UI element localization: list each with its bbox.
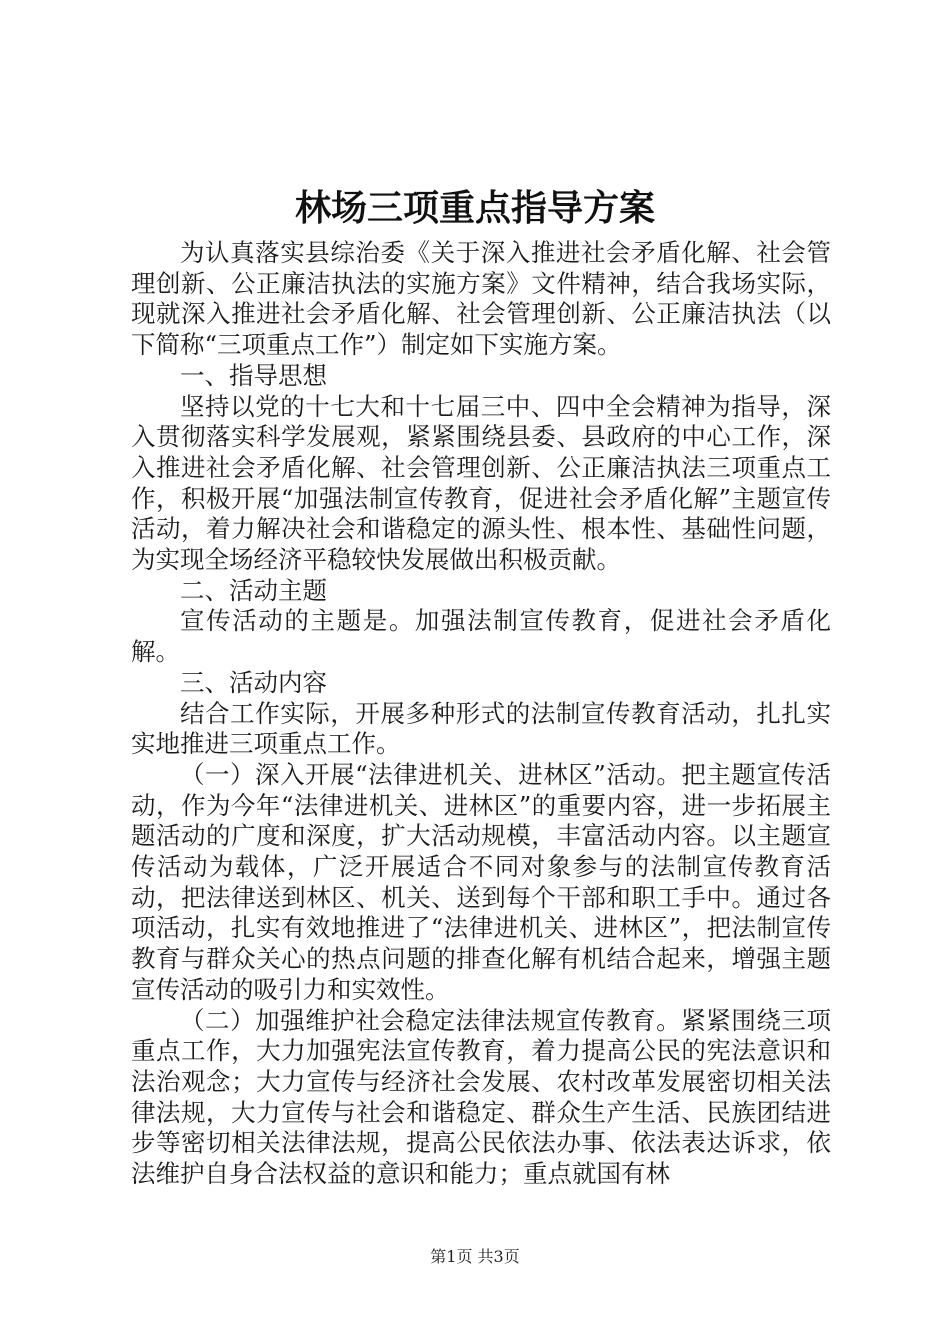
page-number: 第1页 共3页 xyxy=(430,1247,520,1266)
paragraph-activity-theme: 宣传活动的主题是。加强法制宣传教育，促进社会矛盾化解。 xyxy=(131,606,831,667)
heading-guiding-ideology: 一、指导思想 xyxy=(180,360,327,390)
document-title: 林场三项重点指导方案 xyxy=(294,187,655,229)
paragraph-guiding-ideology: 坚持以党的十七大和十七届三中、四中全会精神为指导，深入贯彻落实科学发展观，紧紧围绕县委、县政府的中心工作，深入推进社会矛盾化解、社会管理创新、公正廉洁执法三项重点工作，积极开展“加强法制宣传教育，促进社会矛盾化解”主题宣传活动，着力解决社会和谐稳定的源头性、根本性、基础性问题，为实现全场经济平稳较快发展做出积极贡献。 xyxy=(131,391,831,575)
paragraph-intro: 为认真落实县综治委《关于深入推进社会矛盾化解、社会管理创新、公正廉洁执法的实施方案》文件精神，结合我场实际，现就深入推进社会矛盾化解、社会管理创新、公正廉洁执法（以下简称“三项重点工作”）制定如下实施方案。 xyxy=(131,238,831,360)
paragraph-item-1: （一）深入开展“法律进机关、进林区”活动。把主题宣传活动，作为今年“法律进机关、进林区”的重要内容，进一步拓展主题活动的广度和深度，扩大活动规模，丰富活动内容。以主题宣传活动为载体，广泛开展适合不同对象参与的法制宣传教育活动，把法律送到林区、机关、送到每个干部和职工手中。通过各项活动，扎实有效地推进了“法律进机关、进林区”，把法制宣传教育与群众关心的热点问题的排查化解有机结合起来，增强主题宣传活动的吸引力和实效性。 xyxy=(131,759,831,1004)
paragraph-activity-content: 结合工作实际，开展多种形式的法制宣传教育活动，扎扎实实地推进三项重点工作。 xyxy=(131,698,831,759)
document-body xyxy=(131,238,831,1190)
heading-activity-content: 三、活动内容 xyxy=(180,667,327,697)
paragraph-item-2: （二）加强维护社会稳定法律法规宣传教育。紧紧围绕三项重点工作，大力加强宪法宣传教育，着力提高公民的宪法意识和法治观念；大力宣传与经济社会发展、农村改革发展密切相关法律法规，大力宣传与社会和谐稳定、群众生产生活、民族团结进步等密切相关法律法规，提高公民依法办事、依法表达诉求，依法维护自身合法权益的意识和能力；重点就国有林 xyxy=(131,1005,831,1189)
heading-activity-theme: 二、活动主题 xyxy=(180,575,327,605)
